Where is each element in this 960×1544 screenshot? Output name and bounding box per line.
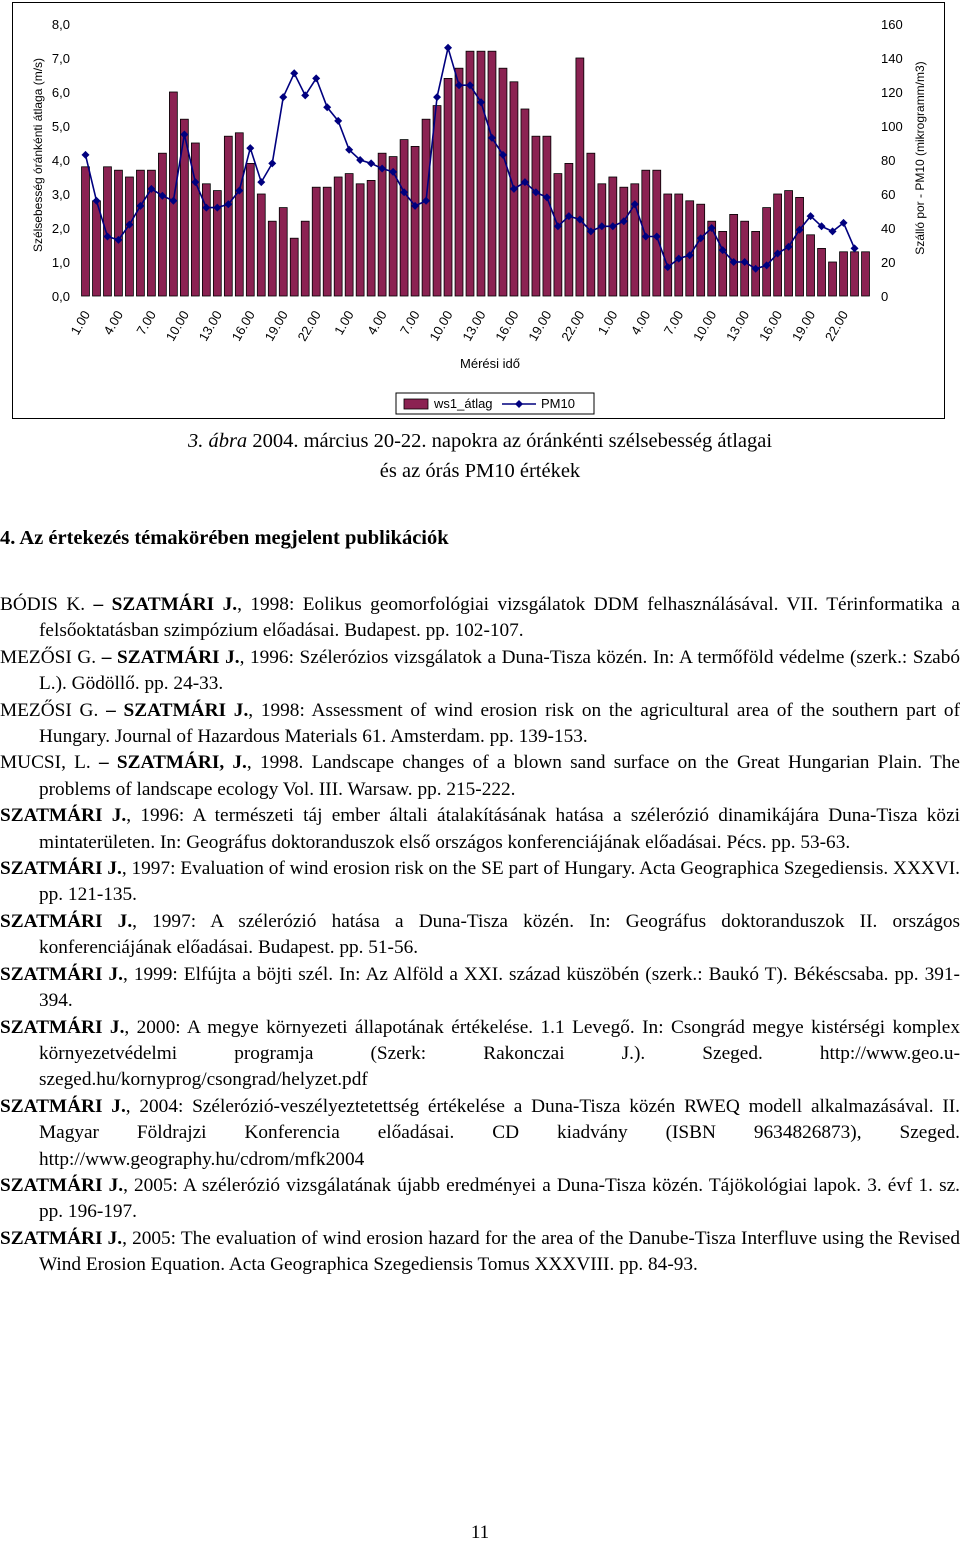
- bar-ws1: [235, 133, 243, 296]
- point-pm10: [433, 93, 441, 101]
- publication-details: , 2005: A szélerózió vizsgálatának újabb eredményei a Duna-Tisza közén. Tájökológiai lapok. 3. évf 1. sz. pp. 196-197.: [39, 1174, 960, 1223]
- bar-ws1: [686, 201, 694, 296]
- x-tick-label: 16.00: [755, 308, 786, 344]
- bar-ws1: [818, 248, 826, 296]
- figure-caption-text: 2004. március 20-22. napokra az óránkénti szélsebesség átlagai: [247, 430, 773, 452]
- y2-axis-title: Szálló por - PM10 (mikrogramm/m3): [913, 61, 927, 255]
- publication-item: [0, 803, 960, 856]
- publication-author: – SZATMÁRI J.: [101, 646, 240, 668]
- x-tick-label: 13.00: [459, 308, 489, 344]
- publication-details: , 2005: The evaluation of wind erosion hazard for the area of the Danube-Tisza Interfluve using the Revised Wind Erosion Equation. Acta Geographica Szegediensis Tomus XXXVIII. pp. 84-93.: [39, 1227, 960, 1276]
- publication-author: SZATMÁRI J.: [0, 910, 133, 932]
- y2-tick-label: 60: [881, 187, 896, 202]
- bar-ws1: [543, 136, 551, 296]
- y-tick-label: 1,0: [51, 255, 70, 270]
- bar-ws1: [587, 153, 595, 296]
- bar-ws1: [411, 146, 419, 296]
- y2-tick-label: 100: [881, 119, 903, 134]
- x-axis-title: Mérési idő: [460, 356, 520, 371]
- bar-ws1: [158, 153, 166, 296]
- figure-caption-line2: és az órás PM10 értékek: [379, 460, 581, 482]
- bar-ws1: [499, 68, 507, 296]
- y-tick-label: 7,0: [51, 51, 70, 66]
- y2-tick-label: 140: [881, 51, 903, 66]
- publication-author: SZATMÁRI J.: [0, 858, 122, 880]
- legend-label-pm10: PM10: [541, 396, 575, 411]
- x-tick-label: 22.00: [558, 308, 588, 344]
- bar-ws1: [664, 194, 672, 296]
- point-pm10: [279, 93, 287, 101]
- publication-item: [0, 592, 960, 645]
- publication-list: [0, 592, 960, 1279]
- bar-ws1: [224, 136, 232, 296]
- bar-ws1: [675, 194, 683, 296]
- publication-item: [0, 1015, 960, 1094]
- x-tick-label: 10.00: [690, 308, 720, 344]
- bar-ws1: [93, 201, 101, 296]
- x-tick-label: 4.00: [627, 308, 654, 338]
- bar-ws1: [521, 109, 529, 296]
- y-tick-label: 3,0: [51, 187, 70, 202]
- bar-ws1: [488, 51, 496, 296]
- publication-item: [0, 856, 960, 909]
- x-tick-label: 10.00: [426, 308, 456, 344]
- bar-ws1: [323, 187, 331, 296]
- x-tick-label: 13.00: [722, 308, 753, 344]
- publication-details: , 1997: A szélerózió hatása a Duna-Tisza közén. In: Geográfus doktoranduszok II. országos konferenciájának előadásai. Budapest. pp. 51-56.: [39, 910, 960, 959]
- publication-author: – SZATMÁRI J.: [93, 594, 238, 615]
- bar-ws1: [620, 187, 628, 296]
- bar-ws1: [730, 214, 738, 296]
- point-pm10: [367, 159, 375, 167]
- publication-item: [0, 909, 960, 962]
- legend-label-ws1: ws1_átlag: [434, 396, 493, 411]
- bar-ws1: [444, 78, 452, 296]
- publication-author: MUCSI, L.: [0, 752, 99, 774]
- bar-ws1: [301, 221, 309, 296]
- figure-label: 3. ábra: [187, 430, 248, 452]
- y2-tick-label: 40: [881, 221, 896, 236]
- publication-item: [0, 1226, 960, 1279]
- y-tick-label: 8,0: [51, 17, 70, 32]
- x-tick-label: 19.00: [261, 308, 291, 344]
- y2-tick-label: 20: [881, 255, 896, 270]
- y2-tick-label: 160: [881, 17, 903, 32]
- publication-author: SZATMÁRI J.: [0, 1095, 126, 1117]
- publication-author: SZATMÁRI J.: [0, 963, 123, 985]
- publication-details: , 2000: A megye környezeti állapotának értékelése. 1.1 Levegő. In: Csongrád megye kistérségi komplex környezetvédelmi programja (Szerk: Rakonczai J.). Szeged. http://www.geo.u-szeged.hu/kornyprog/csongrad/helyzet.pdf: [39, 1016, 960, 1091]
- page-number: 11: [470, 1522, 490, 1543]
- bar-ws1: [246, 163, 254, 296]
- bar-ws1: [554, 174, 562, 296]
- bar-ws1: [422, 119, 430, 296]
- x-tick-label: 1.00: [594, 308, 621, 338]
- x-tick-label: 7.00: [133, 308, 160, 338]
- y-axis-title: Szélsebesség óránkénti átlaga (m/s): [31, 57, 45, 253]
- point-pm10: [81, 151, 89, 159]
- bar-ws1: [455, 68, 463, 296]
- bar-ws1: [719, 231, 727, 296]
- publication-details: , 2004: Szélerózió-veszélyeztetettség értékelése a Duna-Tisza közén RWEQ modell alkalmazásával. II. Magyar Földrajzi Konferencia előadásai. CD kiadvány (ISBN 9634826873), Szeged. http://www.geography.hu/cdrom/mfk2004: [39, 1095, 960, 1170]
- point-pm10: [268, 159, 276, 167]
- bar-ws1: [257, 194, 265, 296]
- publication-item: [0, 750, 960, 803]
- figure-caption-line1: [0, 427, 960, 455]
- x-tick-label: 19.00: [788, 308, 819, 344]
- publication-author: MEZŐSI G.: [0, 646, 102, 668]
- publication-item: [0, 962, 960, 1015]
- y-tick-label: 4,0: [51, 153, 70, 168]
- publication-details: , 1996: A természeti táj ember általi átalakításának hatása a szélerózió dinamikájára Duna-Tisza közi mintaterületen. In: Geográfus doktoranduszok első országos konferenciájának előadásai. Pécs. pp. 53-63.: [39, 805, 960, 853]
- y-tick-label: 6,0: [51, 85, 70, 100]
- bar-ws1: [268, 221, 276, 296]
- chart-frame: [12, 2, 945, 419]
- y-tick-label: 5,0: [51, 119, 70, 134]
- bar-ws1: [125, 177, 133, 296]
- x-tick-label: 19.00: [525, 308, 555, 344]
- bar-ws1: [598, 184, 606, 296]
- point-pm10: [301, 91, 309, 99]
- bar-ws1: [290, 238, 298, 296]
- bar-ws1: [862, 252, 870, 296]
- y-tick-label: 2,0: [51, 221, 70, 236]
- bar-ws1: [477, 51, 485, 296]
- bar-ws1: [367, 180, 375, 296]
- bar-ws1: [356, 184, 364, 296]
- bar-ws1: [345, 174, 353, 296]
- publication-details: , 1998: Eolikus geomorfológiai vizsgálatok DDM felhasználásával. VII. Térinformatika a felsőoktatásban szimpózium előadásai. Budapest. pp. 102-107.: [39, 594, 960, 642]
- bar-ws1: [609, 177, 617, 296]
- bar-ws1: [774, 194, 782, 296]
- point-pm10: [312, 74, 320, 82]
- x-tick-label: 22.00: [294, 308, 324, 344]
- bar-ws1: [378, 153, 386, 296]
- publication-item: [0, 1173, 960, 1226]
- bar-ws1: [752, 231, 760, 296]
- x-tick-label: 1.00: [67, 308, 94, 338]
- publication-author: SZATMÁRI J.: [0, 805, 127, 827]
- section-heading: 4. Az értekezés témakörében megjelent publikációk: [0, 527, 449, 549]
- publication-details: , 1996: Szélerózios vizsgálatok a Duna-Tisza közén. In: A termőföld védelme (szerk.: Szabó L.). Gödöllő. pp. 24-33.: [39, 646, 960, 695]
- bar-ws1: [796, 197, 804, 296]
- publication-item: [0, 1094, 960, 1173]
- publication-author: – SZATMÁRI J.: [106, 699, 249, 721]
- y2-tick-label: 120: [881, 85, 903, 100]
- bar-ws1: [697, 204, 705, 296]
- y-tick-label: 0,0: [51, 289, 70, 304]
- bar-ws1: [565, 163, 573, 296]
- publication-details: , 1997: Evaluation of wind erosion risk on the SE part of Hungary. Acta Geographica Szegediensis. XXXVI. pp. 121-135.: [39, 858, 960, 906]
- bar-ws1: [763, 208, 771, 296]
- bar-ws1: [532, 136, 540, 296]
- publication-details: , 1998: Assessment of wind erosion risk on the agricultural area of the southern part of Hungary. Journal of Hazardous Materials 61. Amsterdam. pp. 139-153.: [39, 699, 960, 748]
- publication-author: SZATMÁRI J.: [0, 1016, 125, 1038]
- bar-ws1: [136, 170, 144, 296]
- bar-ws1: [312, 187, 320, 296]
- point-pm10: [290, 69, 298, 77]
- x-tick-label: 10.00: [162, 308, 192, 344]
- publication-author: SZATMÁRI J.: [0, 1174, 124, 1196]
- y2-tick-label: 80: [881, 153, 896, 168]
- bar-ws1: [840, 252, 848, 296]
- bar-ws1: [82, 167, 90, 296]
- x-tick-label: 13.00: [195, 308, 225, 344]
- x-tick-label: 4.00: [364, 308, 390, 338]
- publication-author: BÓDIS K.: [0, 594, 94, 615]
- bar-ws1: [829, 262, 837, 296]
- wind-pm10-chart: [13, 3, 945, 419]
- publication-details: , 1998. Landscape changes of a blown sand surface on the Great Hungarian Plain. The problems of landscape ecology Vol. III. Warsaw. pp. 215-222.: [39, 752, 960, 800]
- point-pm10: [851, 244, 859, 252]
- publication-item: [0, 698, 960, 751]
- bar-ws1: [191, 143, 199, 296]
- bar-ws1: [807, 235, 815, 296]
- x-tick-label: 7.00: [660, 308, 687, 338]
- x-tick-label: 4.00: [100, 308, 127, 338]
- bar-ws1: [169, 92, 177, 296]
- x-tick-label: 16.00: [492, 308, 522, 344]
- bar-ws1: [400, 140, 408, 296]
- point-pm10: [246, 144, 254, 152]
- y2-tick-label: 0: [881, 289, 889, 304]
- bar-ws1: [851, 252, 859, 296]
- x-tick-label: 22.00: [821, 308, 852, 344]
- point-pm10: [257, 178, 265, 186]
- publication-item: [0, 645, 960, 698]
- publication-author: – SZATMÁRI, J.: [98, 752, 247, 774]
- publication-author: SZATMÁRI J.: [0, 1227, 123, 1249]
- bar-ws1: [433, 106, 441, 296]
- bar-ws1: [334, 177, 342, 296]
- bar-ws1: [114, 170, 122, 296]
- publication-author: MEZŐSI G.: [0, 699, 107, 721]
- legend-swatch-ws1: [404, 399, 428, 409]
- bar-ws1: [104, 167, 112, 296]
- x-tick-label: 16.00: [228, 308, 258, 344]
- publication-details: , 1999: Elfújta a böjti szél. In: Az Alföld a XXI. század küszöbén (szerk.: Baukó T). Békéscsaba. pp. 391-394.: [39, 963, 960, 1012]
- bar-ws1: [279, 208, 287, 296]
- bar-ws1: [576, 58, 584, 296]
- x-tick-label: 7.00: [397, 308, 423, 338]
- x-tick-label: 1.00: [331, 308, 357, 338]
- point-pm10: [444, 44, 452, 52]
